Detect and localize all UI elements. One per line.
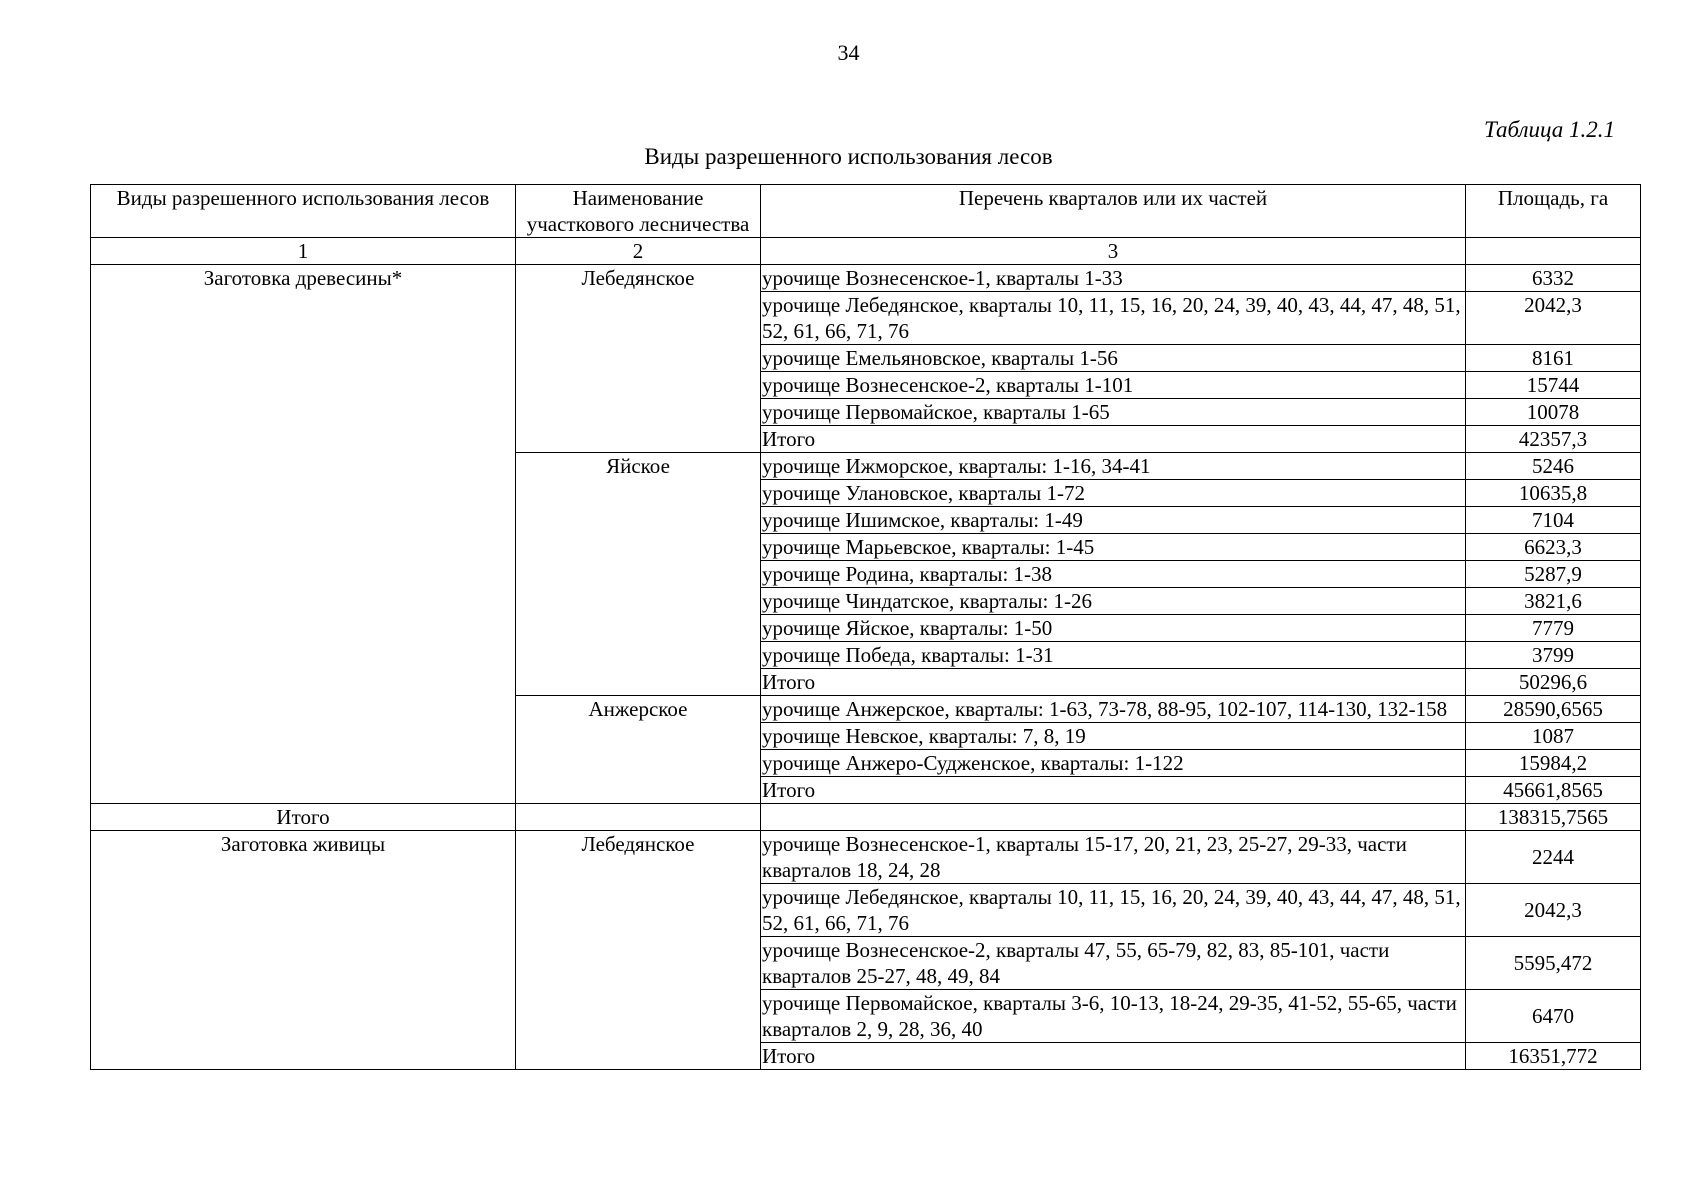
forestry-cell: Яйское <box>516 453 761 696</box>
table-label: Таблица 1.2.1 <box>1483 117 1615 142</box>
quarters-cell: урочище Анжеро-Судженское, кварталы: 1-122 <box>761 750 1466 777</box>
area-cell: 10078 <box>1466 399 1641 426</box>
quarters-cell: урочище Марьевское, кварталы: 1-45 <box>761 534 1466 561</box>
area-cell: 6470 <box>1466 990 1641 1043</box>
header-row <box>91 185 1641 238</box>
area-cell: 15984,2 <box>1466 750 1641 777</box>
quarters-cell: урочище Вознесенское-2, кварталы 47, 55, 65-79, 82, 83, 85-101, части кварталов 25-27, 48, 49, 84 <box>761 937 1466 990</box>
page-number: 34 <box>837 40 860 65</box>
forestry-cell: Лебедянское <box>516 831 761 1070</box>
quarters-cell: урочище Родина, кварталы: 1-38 <box>761 561 1466 588</box>
forest-use-table <box>90 184 1641 1070</box>
subtotal-label: Итого <box>761 669 1466 696</box>
use-type-cell: Заготовка древесины* <box>91 265 516 804</box>
area-cell: 2042,3 <box>1466 884 1641 937</box>
quarters-cell: урочище Вознесенское-2, кварталы 1-101 <box>761 372 1466 399</box>
quarters-cell: урочище Яйское, кварталы: 1-50 <box>761 615 1466 642</box>
subtotal-label: Итого <box>761 1043 1466 1070</box>
subtotal-label: Итого <box>761 426 1466 453</box>
table-row <box>91 831 1641 884</box>
quarters-cell: урочище Вознесенское-1, кварталы 1-33 <box>761 265 1466 292</box>
area-cell: 2244 <box>1466 831 1641 884</box>
column-number: 3 <box>761 238 1466 265</box>
forestry-cell: Лебедянское <box>516 265 761 453</box>
table-row <box>91 265 1641 292</box>
subtotal-area: 42357,3 <box>1466 426 1641 453</box>
total-row <box>91 804 1641 831</box>
header-forestry: Наименование участкового лесничества <box>516 185 761 238</box>
column-number <box>1466 238 1641 265</box>
area-cell: 5595,472 <box>1466 937 1641 990</box>
column-number-row <box>91 238 1641 265</box>
quarters-cell: урочище Емельяновское, кварталы 1-56 <box>761 345 1466 372</box>
forestry-cell: Анжерское <box>516 696 761 804</box>
quarters-cell: урочище Вознесенское-1, кварталы 15-17, 20, 21, 23, 25-27, 29-33, части кварталов 18, 24, 28 <box>761 831 1466 884</box>
quarters-cell: урочище Ишимское, кварталы: 1-49 <box>761 507 1466 534</box>
quarters-cell: урочище Лебедянское, кварталы 10, 11, 15, 16, 20, 24, 39, 40, 43, 44, 47, 48, 51, 52, 61, 66, 71, 76 <box>761 292 1466 345</box>
total-label: Итого <box>91 804 516 831</box>
area-cell: 10635,8 <box>1466 480 1641 507</box>
area-cell: 5287,9 <box>1466 561 1641 588</box>
header-area: Площадь, га <box>1466 185 1641 238</box>
area-cell: 28590,6565 <box>1466 696 1641 723</box>
quarters-cell: урочище Улановское, кварталы 1-72 <box>761 480 1466 507</box>
quarters-cell: урочище Победа, кварталы: 1-31 <box>761 642 1466 669</box>
quarters-cell: урочище Ижморское, кварталы: 1-16, 34-41 <box>761 453 1466 480</box>
quarters-cell: урочище Анжерское, кварталы: 1-63, 73-78, 88-95, 102-107, 114-130, 132-158 <box>761 696 1466 723</box>
subtotal-area: 16351,772 <box>1466 1043 1641 1070</box>
total-area: 138315,7565 <box>1466 804 1641 831</box>
empty-cell <box>516 804 761 831</box>
area-cell: 7779 <box>1466 615 1641 642</box>
subtotal-area: 50296,6 <box>1466 669 1641 696</box>
quarters-cell: урочище Невское, кварталы: 7, 8, 19 <box>761 723 1466 750</box>
area-cell: 7104 <box>1466 507 1641 534</box>
table-title: Виды разрешенного использования лесов <box>644 144 1053 169</box>
area-cell: 6332 <box>1466 265 1641 292</box>
quarters-cell: урочище Первомайское, кварталы 1-65 <box>761 399 1466 426</box>
quarters-cell: урочище Первомайское, кварталы 3-6, 10-13, 18-24, 29-35, 41-52, 55-65, части кварталов 2, 9, 28, 36, 40 <box>761 990 1466 1043</box>
area-cell: 1087 <box>1466 723 1641 750</box>
subtotal-label: Итого <box>761 777 1466 804</box>
header-quarters: Перечень кварталов или их частей <box>761 185 1466 238</box>
column-number: 2 <box>516 238 761 265</box>
empty-cell <box>761 804 1466 831</box>
area-cell: 6623,3 <box>1466 534 1641 561</box>
area-cell: 3799 <box>1466 642 1641 669</box>
column-number: 1 <box>91 238 516 265</box>
area-cell: 2042,3 <box>1466 292 1641 345</box>
header-use-type: Виды разрешенного использования лесов <box>91 185 516 238</box>
subtotal-area: 45661,8565 <box>1466 777 1641 804</box>
quarters-cell: урочище Чиндатское, кварталы: 1-26 <box>761 588 1466 615</box>
use-type-cell: Заготовка живицы <box>91 831 516 1070</box>
area-cell: 15744 <box>1466 372 1641 399</box>
area-cell: 5246 <box>1466 453 1641 480</box>
area-cell: 3821,6 <box>1466 588 1641 615</box>
quarters-cell: урочище Лебедянское, кварталы 10, 11, 15, 16, 20, 24, 39, 40, 43, 44, 47, 48, 51, 52, 61, 66, 71, 76 <box>761 884 1466 937</box>
area-cell: 8161 <box>1466 345 1641 372</box>
